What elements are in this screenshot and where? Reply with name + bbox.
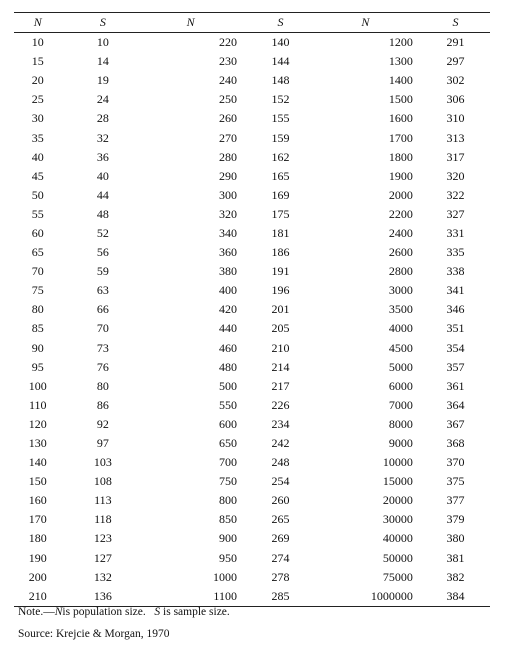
table-row: [14, 587, 490, 607]
cell-n-1: 60: [31, 225, 44, 240]
cell-s-2: 155: [271, 111, 290, 126]
table-row: [14, 52, 490, 71]
cell-s-2: 226: [271, 397, 290, 412]
cell-s-3: 364: [446, 397, 465, 412]
cell-s-3: 331: [446, 225, 465, 240]
cell-n-3: 1700: [388, 130, 413, 145]
cell-n-3: 2600: [388, 245, 413, 260]
cell-n-3: 1300: [388, 54, 413, 69]
cell-s-3: 341: [446, 283, 465, 298]
source-citation: Source: Krejcie & Morgan, 1970: [18, 628, 170, 640]
cell-s-3: 377: [446, 493, 465, 508]
cell-s-1: 32: [96, 130, 109, 145]
cell-s-3: 297: [446, 54, 465, 69]
cell-s-2: 278: [271, 569, 290, 584]
cell-n-2: 1100: [144, 587, 243, 607]
cell-n-2: 900: [218, 531, 237, 546]
cell-s-2: 152: [271, 92, 290, 107]
cell-s-2: 162: [271, 149, 290, 164]
cell-n-1: 85: [31, 321, 44, 336]
cell-s-2: 285: [243, 587, 318, 607]
cell-s-3: 320: [446, 168, 465, 183]
cell-n-3: 1900: [388, 168, 413, 183]
cell-s-2: 217: [271, 378, 290, 393]
cell-n-2: 420: [218, 302, 237, 317]
cell-s-2: 186: [271, 245, 290, 260]
cell-s-1: 118: [94, 512, 112, 527]
cell-n-2: 500: [218, 378, 237, 393]
cell-s-3: 375: [446, 474, 465, 489]
cell-s-1: 97: [96, 436, 109, 451]
cell-s-1: 28: [96, 111, 109, 126]
cell-n-1: 75: [31, 283, 44, 298]
cell-s-1: 24: [96, 92, 109, 107]
cell-n-1: 15: [31, 54, 44, 69]
cell-n-2: 480: [218, 359, 237, 374]
cell-s-1: 10: [96, 35, 109, 50]
cell-n-3: 4000: [388, 321, 413, 336]
note-n-text: is population size.: [62, 606, 146, 618]
cell-n-2: 270: [218, 130, 237, 145]
table-row: [14, 186, 490, 205]
table-row: [14, 224, 490, 243]
table-row: [14, 377, 490, 396]
table-row: [14, 510, 490, 529]
cell-s-3: 302: [446, 73, 465, 88]
table-body: [14, 33, 490, 607]
cell-n-3: 8000: [388, 416, 413, 431]
cell-s-1: 14: [96, 54, 109, 69]
cell-s-2: 269: [271, 531, 290, 546]
cell-s-2: 144: [271, 54, 290, 69]
cell-n-1: 200: [28, 569, 47, 584]
cell-s-3: 381: [446, 550, 465, 565]
cell-s-1: 36: [96, 149, 109, 164]
note-s-text: is sample size.: [160, 606, 230, 618]
cell-s-1: 19: [96, 73, 109, 88]
cell-n-1: 100: [28, 378, 47, 393]
cell-n-2: 600: [218, 416, 237, 431]
cell-s-2: 148: [271, 73, 290, 88]
cell-s-1: 127: [93, 550, 112, 565]
cell-n-3: 1200: [388, 35, 413, 50]
cell-n-3: 15000: [382, 474, 413, 489]
cell-s-2: 210: [271, 340, 290, 355]
cell-n-2: 700: [218, 455, 237, 470]
cell-n-2: 800: [218, 493, 237, 508]
header-n-3: N: [318, 13, 421, 33]
table-row: [14, 243, 490, 262]
cell-n-3: 7000: [388, 397, 413, 412]
cell-s-1: 56: [96, 245, 109, 260]
cell-n-1: 30: [31, 111, 44, 126]
cell-n-1: 180: [28, 531, 47, 546]
cell-s-2: 196: [271, 283, 290, 298]
cell-s-1: 76: [96, 359, 109, 374]
cell-n-3: 6000: [388, 378, 413, 393]
table-row: [14, 453, 490, 472]
cell-n-3: 1400: [388, 73, 413, 88]
cell-n-3: 3500: [388, 302, 413, 317]
header-s-3: S: [421, 13, 490, 33]
header-s-1: S: [61, 13, 144, 33]
table-row: [14, 205, 490, 224]
cell-n-2: 380: [218, 264, 237, 279]
cell-n-2: 230: [218, 54, 237, 69]
cell-n-2: 290: [218, 168, 237, 183]
table-row: [14, 109, 490, 128]
table-row: [14, 148, 490, 167]
cell-n-2: 320: [218, 206, 237, 221]
cell-s-2: 234: [271, 416, 290, 431]
cell-n-3: 3000: [388, 283, 413, 298]
cell-s-3: 317: [446, 149, 465, 164]
sample-size-table: [14, 12, 490, 607]
cell-s-3: 291: [446, 35, 465, 50]
table-row: [14, 90, 490, 109]
cell-s-3: 327: [446, 206, 465, 221]
cell-s-2: 205: [271, 321, 290, 336]
cell-s-1: 108: [93, 474, 112, 489]
cell-s-2: 201: [271, 302, 290, 317]
cell-s-3: 384: [421, 587, 490, 607]
cell-n-3: 9000: [388, 436, 413, 451]
cell-s-1: 48: [96, 206, 109, 221]
cell-s-2: 242: [271, 436, 290, 451]
cell-s-3: 322: [446, 187, 465, 202]
cell-n-3: 1000000: [318, 587, 421, 607]
cell-n-3: 10000: [382, 455, 413, 470]
table-row: [14, 549, 490, 568]
cell-s-3: 379: [446, 512, 465, 527]
note-n-symbol: N: [54, 606, 63, 618]
cell-s-3: 361: [446, 378, 465, 393]
cell-s-2: 159: [271, 130, 290, 145]
cell-s-3: 338: [446, 264, 465, 279]
cell-s-1: 73: [96, 340, 109, 355]
table-row: [14, 472, 490, 491]
header-row: [14, 13, 490, 33]
cell-s-1: 123: [93, 531, 112, 546]
cell-s-3: 367: [446, 416, 465, 431]
cell-s-1: 63: [96, 283, 109, 298]
cell-s-3: 346: [446, 302, 465, 317]
cell-n-3: 40000: [382, 531, 413, 546]
table-row: [14, 71, 490, 90]
cell-n-2: 440: [218, 321, 237, 336]
cell-n-3: 4500: [388, 340, 413, 355]
cell-n-1: 80: [31, 302, 44, 317]
cell-s-3: 335: [446, 245, 465, 260]
cell-n-3: 2400: [388, 225, 413, 240]
table-row: [14, 434, 490, 453]
cell-s-3: 380: [446, 531, 465, 546]
cell-s-3: 382: [446, 569, 465, 584]
cell-s-1: 86: [96, 397, 109, 412]
cell-n-3: 2200: [388, 206, 413, 221]
cell-n-3: 75000: [382, 569, 413, 584]
cell-s-1: 80: [96, 378, 109, 393]
cell-s-1: 66: [96, 302, 109, 317]
cell-n-3: 1800: [388, 149, 413, 164]
cell-n-2: 750: [218, 474, 237, 489]
cell-n-2: 1000: [212, 569, 237, 584]
table-row: [14, 396, 490, 415]
cell-s-2: 274: [271, 550, 290, 565]
cell-s-2: 140: [271, 35, 290, 50]
table-row: [14, 491, 490, 510]
cell-s-3: 354: [446, 340, 465, 355]
cell-n-2: 850: [218, 512, 237, 527]
table-header: [14, 13, 490, 33]
cell-s-2: 165: [271, 168, 290, 183]
cell-s-1: 113: [94, 493, 112, 508]
table-row: [14, 128, 490, 147]
cell-n-2: 340: [218, 225, 237, 240]
cell-n-1: 65: [31, 245, 44, 260]
cell-n-3: 1500: [388, 92, 413, 107]
cell-n-1: 90: [31, 340, 44, 355]
cell-s-3: 306: [446, 92, 465, 107]
cell-n-3: 50000: [382, 550, 413, 565]
cell-n-2: 400: [218, 283, 237, 298]
cell-s-1: 59: [96, 264, 109, 279]
table-row: [14, 339, 490, 358]
table-row: [14, 415, 490, 434]
cell-n-1: 20: [31, 73, 44, 88]
cell-s-1: 52: [96, 225, 109, 240]
cell-s-3: 370: [446, 455, 465, 470]
table-row: [14, 167, 490, 186]
cell-n-1: 190: [28, 550, 47, 565]
cell-n-1: 130: [28, 436, 47, 451]
table-row: [14, 33, 490, 53]
cell-s-1: 70: [96, 321, 109, 336]
cell-n-3: 30000: [382, 512, 413, 527]
cell-s-2: 248: [271, 455, 290, 470]
cell-s-2: 265: [271, 512, 290, 527]
cell-n-2: 460: [218, 340, 237, 355]
cell-n-1: 150: [28, 474, 47, 489]
cell-n-3: 20000: [382, 493, 413, 508]
cell-s-3: 313: [446, 130, 465, 145]
cell-s-2: 214: [271, 359, 290, 374]
cell-s-3: 368: [446, 436, 465, 451]
table-row: [14, 529, 490, 548]
cell-n-1: 25: [31, 92, 44, 107]
cell-n-2: 950: [218, 550, 237, 565]
cell-n-2: 250: [218, 92, 237, 107]
cell-n-3: 1600: [388, 111, 413, 126]
cell-n-1: 40: [31, 149, 44, 164]
table-row: [14, 281, 490, 300]
table-row: [14, 262, 490, 281]
cell-n-1: 140: [28, 455, 47, 470]
cell-s-3: 351: [446, 321, 465, 336]
cell-n-1: 95: [31, 359, 44, 374]
cell-n-1: 170: [28, 512, 47, 527]
cell-n-2: 360: [218, 245, 237, 260]
table-row: [14, 568, 490, 587]
cell-s-1: 103: [93, 455, 112, 470]
cell-s-1: 44: [96, 187, 109, 202]
cell-n-1: 55: [31, 206, 44, 221]
cell-n-1: 35: [31, 130, 44, 145]
header-n-2: N: [144, 13, 243, 33]
cell-s-1: 132: [93, 569, 112, 584]
cell-n-1: 160: [28, 493, 47, 508]
cell-s-2: 181: [271, 225, 290, 240]
cell-s-2: 191: [271, 264, 290, 279]
cell-n-3: 2000: [388, 187, 413, 202]
cell-s-1: 40: [96, 168, 109, 183]
cell-s-2: 254: [271, 474, 290, 489]
cell-n-1: 210: [14, 587, 61, 607]
cell-s-1: 136: [61, 587, 144, 607]
cell-s-3: 310: [446, 111, 465, 126]
cell-s-3: 357: [446, 359, 465, 374]
cell-n-2: 650: [218, 436, 237, 451]
table-row: [14, 319, 490, 338]
table-row: [14, 358, 490, 377]
cell-n-1: 120: [28, 416, 47, 431]
cell-n-1: 110: [28, 397, 47, 412]
cell-s-2: 260: [271, 493, 290, 508]
header-s-2: S: [243, 13, 318, 33]
cell-n-1: 45: [31, 168, 44, 183]
cell-n-3: 5000: [388, 359, 413, 374]
cell-n-1: 10: [31, 35, 44, 50]
cell-s-1: 92: [96, 416, 109, 431]
note-s-symbol: S: [154, 606, 161, 618]
note-prefix: Note.—: [18, 606, 55, 618]
cell-n-2: 550: [218, 397, 237, 412]
cell-n-2: 220: [218, 35, 237, 50]
cell-n-3: 2800: [388, 264, 413, 279]
cell-s-2: 169: [271, 187, 290, 202]
cell-n-2: 260: [218, 111, 237, 126]
table-row: [14, 300, 490, 319]
cell-n-1: 50: [31, 187, 44, 202]
cell-n-2: 300: [218, 187, 237, 202]
cell-n-2: 280: [218, 149, 237, 164]
cell-s-2: 175: [271, 206, 290, 221]
header-n-1: N: [14, 13, 61, 33]
cell-n-1: 70: [31, 264, 44, 279]
table-note: [18, 606, 230, 618]
cell-n-2: 240: [218, 73, 237, 88]
